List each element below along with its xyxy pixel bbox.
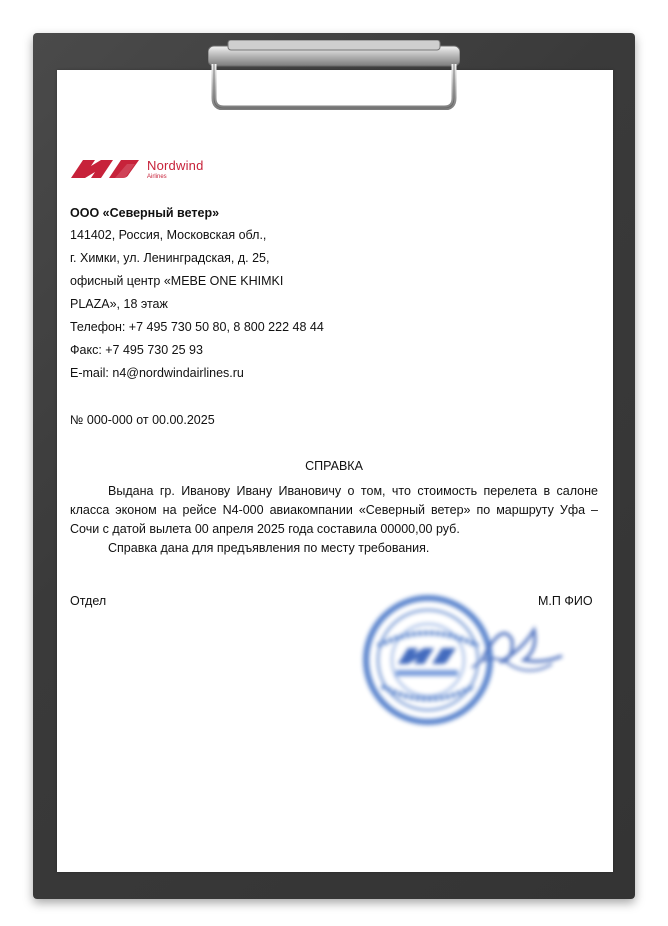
company-name: ООО «Северный ветер» [70,206,220,220]
clipboard-clip-icon [208,40,460,110]
address-line: 141402, Россия, Московская обл., [70,228,267,242]
body-paragraph: Справка дана для предъявления по месту требования. [108,541,430,555]
address-line: г. Химки, ул. Ленинградская, д. 25, [70,251,270,265]
address-line: офисный центр «MEBE ONE KHIMKI [70,274,284,288]
company-email: E-mail: n4@nordwindairlines.ru [70,366,244,380]
signature-department: Отдел [70,594,107,608]
company-phone: Телефон: +7 495 730 50 80, 8 800 222 48 44 [70,320,324,334]
logo-brand-sub: Airlines [147,174,167,180]
body-paragraph: Выдана гр. Иванову Ивану Ивановичу о том, что стоимость перелета в салоне класса эконом на рейсе N4-000 авиакомпании «Северный ветер» по маршруту Уфа – Сочи с датой вылета 00 апреля 2025 года составила 00000,00 руб. [70,484,598,536]
stamp-seal-icon [362,590,572,730]
logo-brand-name: Nordwind [147,158,204,173]
signature-stamp-name: М.П ФИО [538,594,593,608]
document-body [70,482,598,558]
document-reference: № 000-000 от 00.00.2025 [70,413,215,427]
address-line: PLAZA», 18 этаж [70,297,168,311]
company-fax: Факс: +7 495 730 25 93 [70,343,203,357]
document-title: СПРАВКА [305,459,363,473]
